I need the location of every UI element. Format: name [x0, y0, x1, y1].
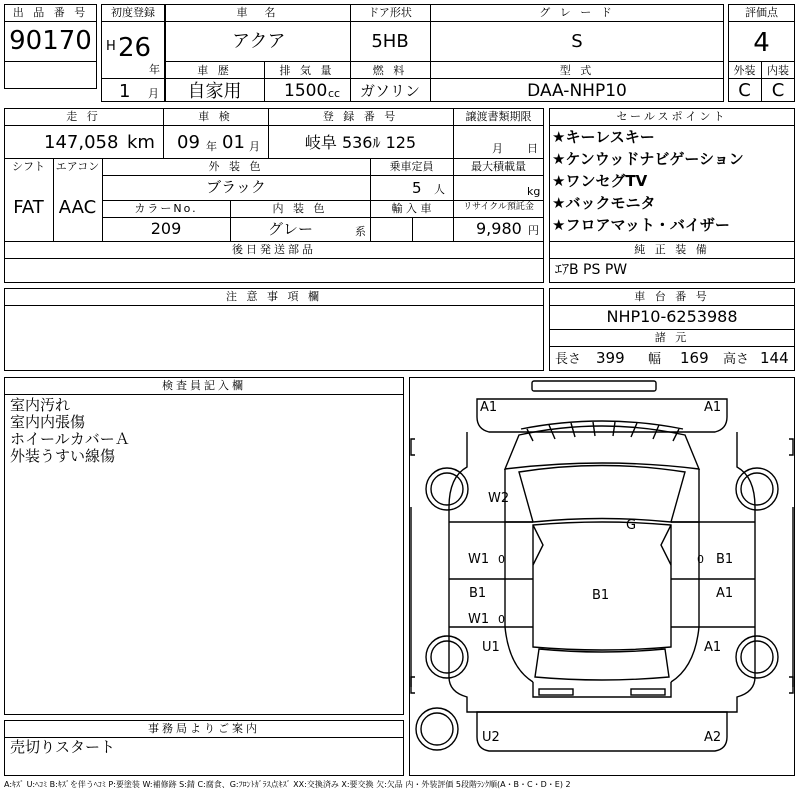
inspector-note-line: 外装うすい線傷	[10, 447, 116, 465]
score-label: 評価点	[745, 6, 778, 19]
recycle-deposit-unit: 円	[528, 224, 539, 237]
inspection-label: 車 検	[198, 110, 233, 123]
displacement-unit: cc	[328, 87, 341, 100]
interior-color-unit: 系	[355, 225, 366, 238]
grade-label: グ レ ー ド	[539, 6, 615, 19]
interior-label: 内装	[767, 64, 789, 77]
width-label: 幅	[648, 352, 662, 367]
length-value: 399	[596, 349, 625, 367]
mark-right-front-door: B1	[716, 552, 734, 567]
fuel-label: 燃 料	[372, 64, 408, 77]
history-value: 自家用	[187, 81, 242, 102]
dimensions-label: 諸 元	[654, 331, 690, 344]
inspection-month-unit: 月	[249, 140, 260, 153]
mark-small-o: 0	[697, 553, 704, 566]
registration-month: 1	[119, 81, 131, 102]
max-load-label: 最大積載量	[471, 160, 526, 173]
height-value: 144	[760, 349, 789, 367]
mark-left-rear-door-lower: W1	[468, 612, 490, 627]
interior-color-label: 内 装 色	[272, 202, 328, 215]
lot-number: 90170	[9, 26, 92, 56]
interior-color: グレー	[268, 220, 314, 238]
inspector-note-line: 室内汚れ	[10, 396, 71, 414]
color-number-label: カラーNo.	[134, 202, 198, 215]
shift-label: シフト	[12, 160, 45, 173]
transfer-deadline-label: 譲渡書類期限	[465, 110, 532, 123]
sales-points-label: セールスポイント	[616, 110, 728, 123]
model-value: DAA-NHP10	[527, 81, 627, 101]
width-value: 169	[680, 349, 709, 367]
registration-number: 岐阜 536ﾙ 125	[304, 133, 417, 152]
interior-score: C	[771, 80, 785, 101]
max-load-unit: kg	[527, 185, 541, 198]
mark-front-right: A1	[704, 400, 722, 415]
mark-roof: B1	[592, 588, 610, 603]
inspection-month: 01	[222, 132, 245, 153]
first-registration-label: 初度登録	[111, 6, 155, 19]
car-outline-diagram	[409, 377, 795, 776]
sales-point-item: ★キーレスキー	[552, 128, 655, 146]
era-label: H	[106, 39, 116, 54]
exterior-color-label: 外 装 色	[208, 160, 264, 173]
shift-value: FAT	[13, 197, 44, 218]
score-value: 4	[753, 28, 770, 58]
later-parts-label: 後日発送部品	[232, 243, 316, 256]
inspection-year: 09	[177, 132, 200, 153]
year-unit: 年	[149, 63, 160, 76]
car-name-label: 車 名	[236, 6, 279, 19]
mileage-unit: km	[127, 132, 155, 153]
length-label: 長さ	[555, 352, 582, 367]
mark-rear-right: A2	[704, 730, 722, 745]
air-conditioner-label: エアコン	[55, 160, 100, 173]
chassis-number: NHP10-6253988	[606, 307, 738, 326]
exterior-score: C	[738, 80, 751, 101]
mark-right-rear-quarter: A1	[704, 640, 722, 655]
history-label: 車 歴	[197, 64, 232, 77]
mark-left-front-fender: W2	[488, 491, 510, 506]
month-unit: 月	[148, 87, 159, 100]
mark-small-o: 0	[498, 613, 505, 626]
recycle-deposit-value: 9,980	[476, 219, 522, 238]
registration-year: 26	[118, 33, 152, 63]
mileage-value: 147,058	[44, 132, 119, 153]
displacement-label: 排 気 量	[279, 64, 335, 77]
displacement-value: 1500	[284, 81, 328, 101]
mark-small-o: 0	[498, 553, 505, 566]
recycle-deposit-label: リサイクル預託金	[463, 202, 534, 212]
registration-number-label: 登 録 番 号	[322, 110, 399, 123]
sales-point-item: ★ワンセグTV	[552, 172, 648, 190]
lot-number-label: 出 品 番 号	[12, 6, 89, 19]
mileage-label: 走 行	[66, 110, 101, 123]
standard-equipment-value: ｴｱB PS PW	[555, 262, 628, 278]
mark-left-front-door: W1	[468, 552, 490, 567]
sales-point-item: ★フロアマット・バイザー	[552, 216, 730, 234]
exterior-color: ブラック	[206, 178, 266, 196]
notes-label: 注 意 事 項 欄	[226, 290, 322, 303]
mark-front-left: A1	[480, 400, 498, 415]
door-label: ドア形状	[368, 6, 412, 19]
model-label: 型 式	[559, 64, 595, 77]
office-notice-label: 事務局よりご案内	[148, 722, 260, 735]
legend-text: A:ｷｽﾞ U:ﾍｺﾐ B:ｷｽﾞを伴うﾍｺﾐ P:要塗装 W:補修跡 S:錆 C:腐食、G:ﾌﾛﾝﾄｶﾞﾗｽ点ｷｽﾞ XX:交換済み X:要交換 欠:欠品 内・外装評価 5段階ﾗﾝｸ順(A・B・C・D・E) 2	[4, 780, 571, 789]
door-value: 5HB	[371, 31, 409, 52]
height-label: 高さ	[723, 352, 750, 367]
air-conditioner-value: AAC	[58, 197, 97, 218]
mark-rear-left: U2	[482, 730, 500, 745]
fuel-value: ガソリン	[359, 82, 420, 100]
inspection-year-unit: 年	[206, 140, 217, 153]
chassis-number-label: 車 台 番 号	[634, 290, 710, 303]
grade-value: S	[571, 31, 583, 52]
sales-point-item: ★ケンウッドナビゲーション	[552, 150, 744, 168]
inspector-notes-label: 検査員記入欄	[162, 379, 246, 392]
sales-point-item: ★バックモニタ	[552, 194, 656, 212]
mark-left-rear-door-upper: B1	[469, 586, 487, 601]
car-name: アクア	[232, 31, 286, 52]
inspector-note-line: ホイールカバーＡ	[10, 430, 130, 448]
transfer-day-unit: 日	[527, 142, 538, 155]
exterior-label: 外装	[733, 64, 756, 77]
capacity-value: 5	[412, 179, 422, 197]
mark-windshield: G	[626, 518, 637, 533]
color-number: 209	[150, 219, 182, 238]
import-car-label: 輸 入 車	[391, 202, 432, 215]
transfer-month-unit: 月	[492, 142, 503, 155]
capacity-unit: 人	[434, 183, 445, 196]
capacity-label: 乗車定員	[389, 160, 434, 173]
office-notice-value: 売切りスタート	[10, 738, 116, 756]
mark-left-rear-quarter: U1	[482, 640, 500, 655]
mark-right-rear-door: A1	[716, 586, 734, 601]
standard-equipment-label: 純 正 装 備	[634, 243, 710, 256]
inspector-note-line: 室内内張傷	[10, 413, 86, 431]
